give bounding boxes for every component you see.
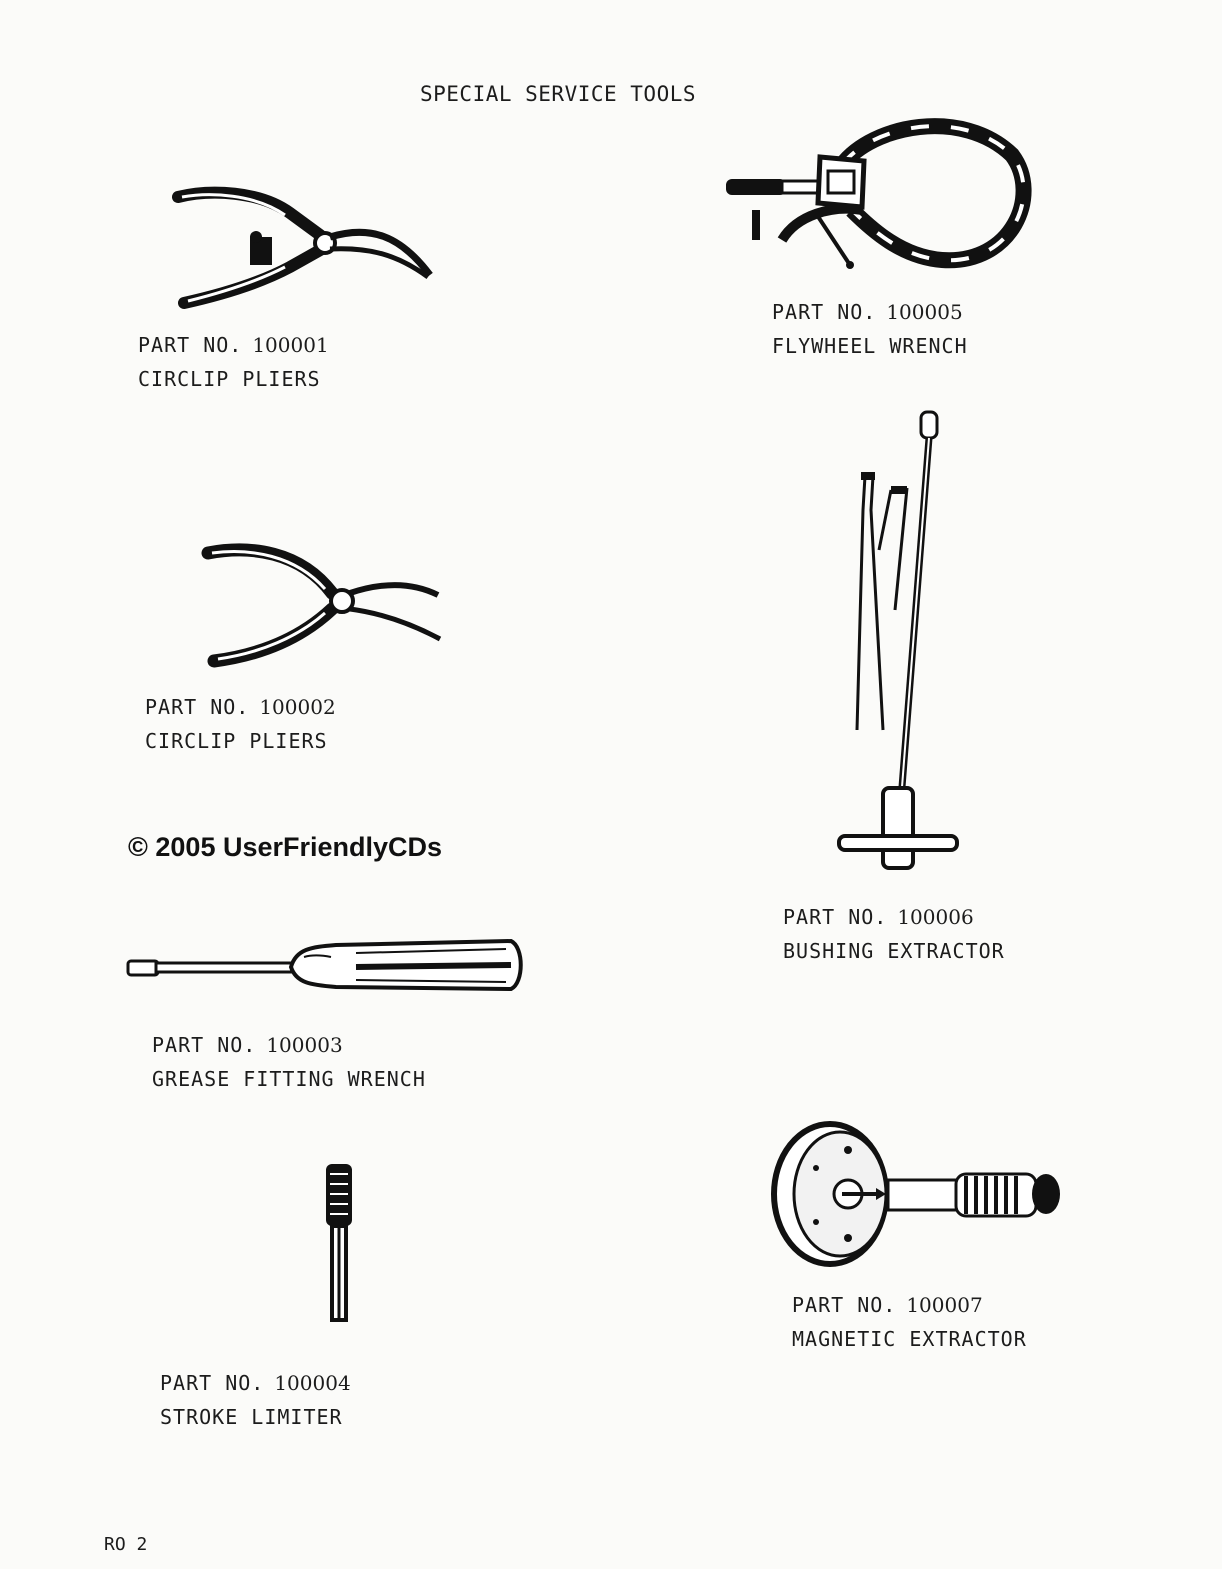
copyright-notice: © 2005 UserFriendlyCDs (128, 832, 443, 862)
strap-wrench-icon (722, 115, 1032, 275)
page-title: SPECIAL SERVICE TOOLS (420, 82, 697, 106)
part-label-100005: PART NO. 100005 FLYWHEEL WRENCH (772, 300, 968, 358)
stroke-limiter-pin-icon (320, 1160, 360, 1325)
part-label-100001: PART NO. 100001 CIRCLIP PLIERS (138, 333, 329, 391)
page-footer-code: RO 2 (104, 1534, 148, 1555)
circlip-pliers-icon (170, 185, 440, 315)
part-label-100002: PART NO. 100002 CIRCLIP PLIERS (145, 695, 336, 753)
part-label-100006: PART NO. 100006 BUSHING EXTRACTOR (783, 905, 1005, 963)
t-handle-extractor-icon (835, 410, 965, 875)
part-label-100004: PART NO. 100004 STROKE LIMITER (160, 1371, 351, 1429)
magnetic-extractor-icon (770, 1118, 1070, 1273)
screwdriver-wrench-icon (126, 935, 526, 1000)
circlip-pliers-icon (200, 543, 450, 673)
part-label-100007: PART NO. 100007 MAGNETIC EXTRACTOR (792, 1293, 1027, 1351)
part-label-100003: PART NO. 100003 GREASE FITTING WRENCH (152, 1033, 426, 1091)
